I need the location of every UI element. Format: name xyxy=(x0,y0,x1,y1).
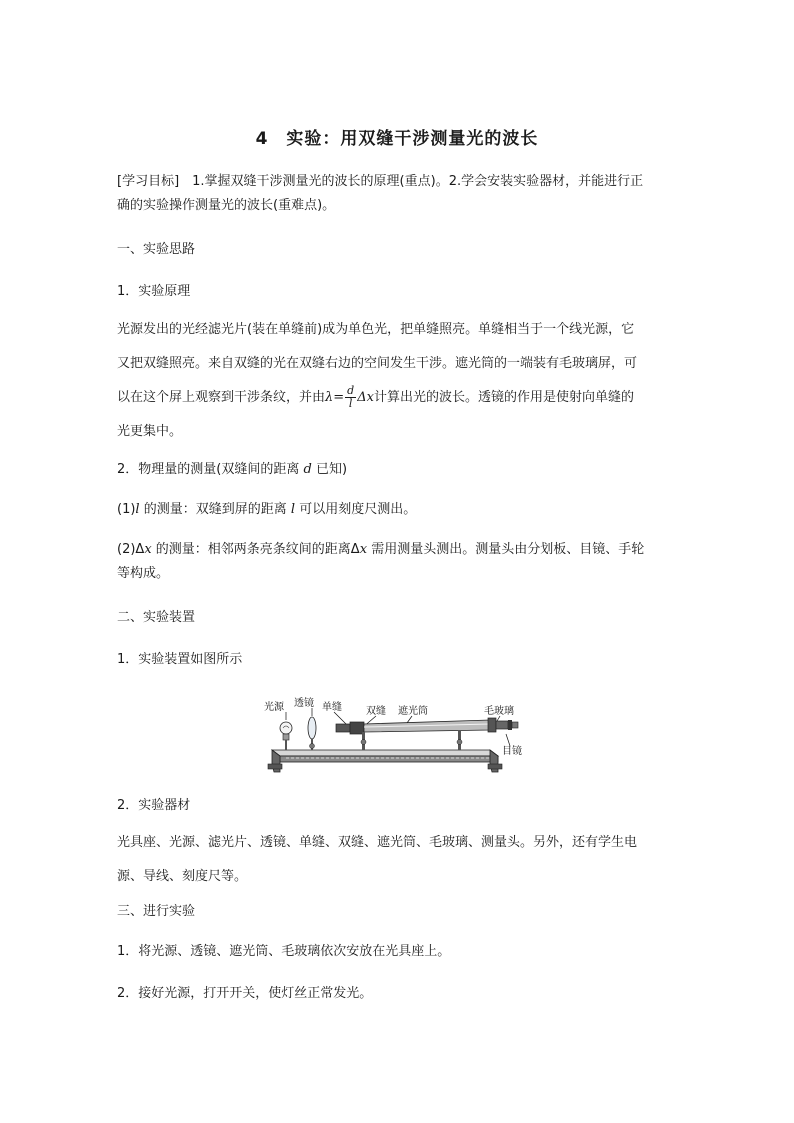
label-light-source: 光源 xyxy=(264,702,284,713)
light-source-bulb xyxy=(280,722,292,750)
apparatus-heading: 1．实验装置如图所示 xyxy=(117,652,243,667)
equipment-line-2: 源、导线、刻度尺等。 xyxy=(117,869,248,884)
principle-line-4: 光更集中。 xyxy=(117,424,183,439)
formula-fraction: $\frac{d}{l}$ xyxy=(347,384,355,410)
equipment-line-1: 光具座、光源、滤光片、透镜、单缝、双缝、遮光筒、毛玻璃、测量头。另外，还有学生电 xyxy=(117,835,638,850)
label-double-slit: 双缝 xyxy=(366,706,386,717)
formula-lambda: λ= xyxy=(325,390,345,405)
title-number: 4 xyxy=(255,129,269,149)
principle-line-1: 光源发出的光经滤光片(装在单缝前)成为单色光，把单缝照亮。单缝相当于一个线光源，它 xyxy=(117,322,635,337)
title-text: 实验：用双缝干涉测量光的波长 xyxy=(286,129,539,149)
label-single-slit: 单缝 xyxy=(322,702,342,713)
principle-heading: 1．实验原理 xyxy=(117,284,191,299)
measurement-item-2: (2)Δx 的测量：相邻两条亮条纹间的距离Δx 需用测量头测出。测量头由分划板、目镜、手轮 等构成。 xyxy=(117,542,645,581)
apparatus-figure xyxy=(262,694,530,774)
section-heading-1: 一、实验思路 xyxy=(117,242,196,257)
label-eyepiece: 目镜 xyxy=(502,746,522,757)
label-ground-glass: 毛玻璃 xyxy=(484,706,514,717)
equipment-heading: 2．实验器材 xyxy=(117,798,191,813)
optical-bench xyxy=(268,750,502,772)
section-heading-2: 二、实验装置 xyxy=(117,610,196,625)
page-title xyxy=(0,124,794,149)
learning-objectives xyxy=(117,170,679,218)
principle-paragraph xyxy=(117,313,679,449)
apparatus-diagram xyxy=(262,694,530,774)
measurement-item-1: (1)l 的测量：双缝到屏的距离 l 可以用刻度尺测出。 xyxy=(117,502,417,517)
formula-delta-x: Δx xyxy=(357,390,374,405)
light-tube-assembly xyxy=(336,718,518,750)
equipment-paragraph xyxy=(117,826,679,894)
label-light-tube: 遮光筒 xyxy=(398,706,428,717)
objectives-line-2: 确的实验操作测量光的波长(重难点)。 xyxy=(117,198,336,213)
leader-eyepiece xyxy=(506,734,510,746)
step-1: 1．将光源、透镜、遮光筒、毛玻璃依次安放在光具座上。 xyxy=(117,944,451,959)
lens-element xyxy=(308,717,316,750)
section-heading-3: 三、进行实验 xyxy=(117,904,196,919)
principle-line-2: 又把双缝照亮。来自双缝的光在双缝右边的空间发生干涉。遮光筒的一端装有毛玻璃屏，可 xyxy=(117,356,638,371)
label-lens: 透镜 xyxy=(294,698,314,709)
step-2: 2．接好光源，打开开关，使灯丝正常发光。 xyxy=(117,986,373,1001)
principle-line-3: 以在这个屏上观察到干涉条纹，并由λ= $\frac{d}{l}$ Δx计算出光的波长。透镜的作用是使射向单缝的 xyxy=(117,384,634,410)
objectives-line-1: [学习目标] 1.掌握双缝干涉测量光的波长的原理(重点)。2.学会安装实验器材，并能进行正 xyxy=(117,174,644,189)
measurement-heading: 2．物理量的测量(双缝间的距离 d 已知) xyxy=(117,462,348,477)
